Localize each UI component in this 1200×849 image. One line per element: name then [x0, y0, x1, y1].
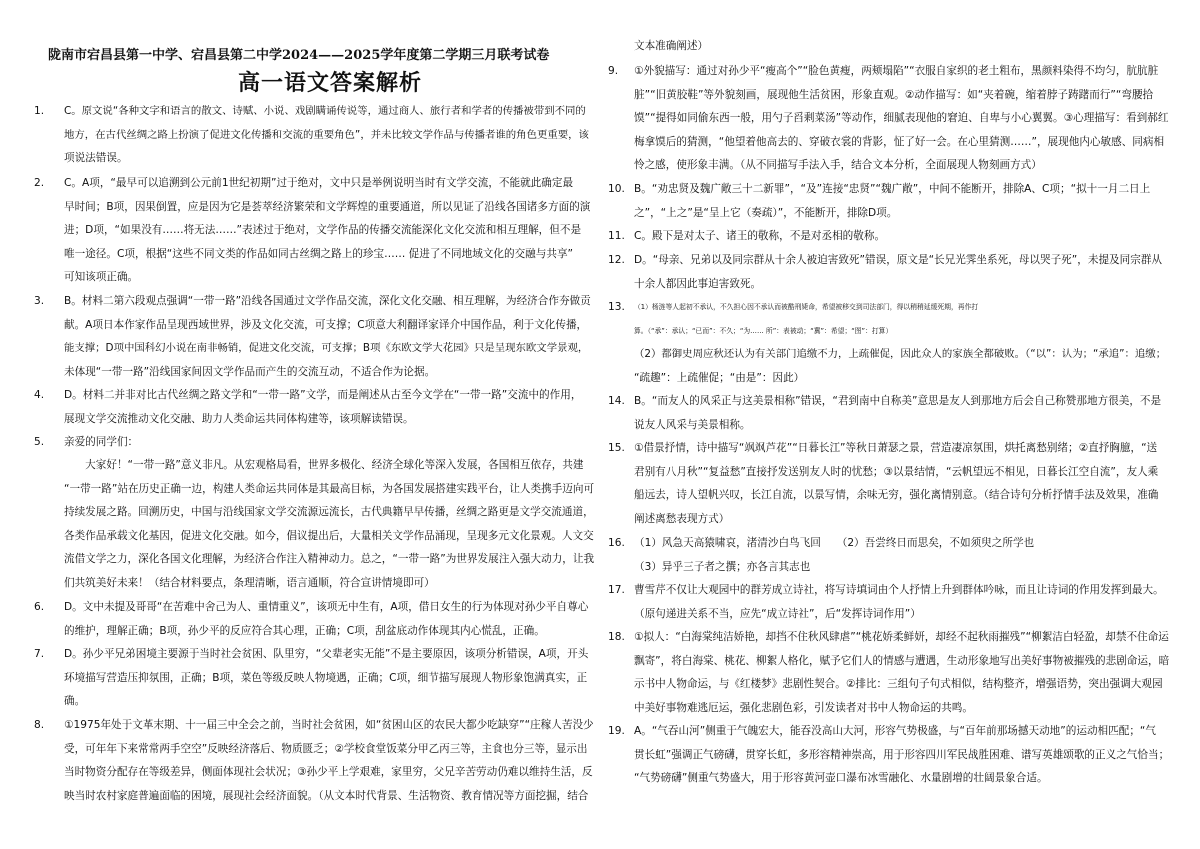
answer-line: “气势磅礴”侧重气势盛大，用于形容黄河壶口瀑布冰雪融化、水量剧增的壮阔景象合适。: [634, 772, 1048, 784]
answer-line: 能支撑；D项中国科幻小说在南非畅销，促进文化交流，可支撑；B项《东欧文学大花园》只是呈现东欧文学景观，: [64, 342, 589, 354]
answer-line: 未体现“一带一路”沿线国家间因文学作品而产生的交流互动，不适合作为论据。: [64, 365, 436, 378]
answer-line: 各类作品承载文化基因，促进文化交融。如今，倡议提出后，大量相关文学作品涌现，呈现多元文化景观。人文交: [64, 529, 594, 542]
answer-line: 流借文学之力，深化各国文化理解，为经济合作注入精神动力。总之，“一带一路”为世界发展注入强大动力，让我: [64, 553, 595, 565]
answer-line: 地方，在古代丝绸之路上扮演了促进文化传播和交流的重要角色”，并未比较文学作品与传播者谁的角色更重要，该: [64, 128, 589, 141]
answer-line: C。A项，“最早可以追溯到公元前1世纪初期”过于绝对，文中只是举例说明当时有文学交流，不能就此确定最: [64, 177, 574, 189]
answer-line: 示书中人物命运，与《红楼梦》悲剧性契合。②排比：三组句子句式相似，结构整齐，增强语势，突出强调大观园: [634, 678, 1163, 690]
item-number: 9.: [608, 65, 619, 77]
answer-line: （2）都御史周应秋还认为有关部门追缴不力，上疏催促，因此众人的家族全都破败。（“以”：认为；“承追”：追缴；: [634, 348, 1167, 360]
answer-line: 确。: [64, 695, 86, 707]
answer-line: 当时物资分配存在等级差异，侧面体现社会状况；③孙少平上学艰难，家里穷，父兄辛苦劳动仍难以维持生活，反: [64, 766, 593, 778]
answer-line: 可知该项正确。: [64, 271, 139, 283]
item-number: 17.: [608, 584, 625, 596]
answer-line: 船远去，诗人望帆兴叹，长江自流，以景写情，余味无穷，强化离情别意。（结合诗句分析抒情手法及效果，准确: [634, 489, 1159, 501]
answer-line: D。文中未提及哥哥“在苦难中舍己为人、重情重义”，该项无中生有，A项，借日女生的行为体现对孙少平自尊心: [64, 601, 589, 613]
answer-line: 亲爱的同学们：: [64, 436, 139, 448]
item-number: 12.: [608, 254, 625, 266]
answer-line: “一带一路”站在历史正确一边，构建人类命运共同体是其最高目标，为各国发展搭建实践平台，让人类携手迈向可: [64, 482, 595, 495]
answer-line: D。孙少平兄弟困境主要源于当时社会贫困、队里穷，“父辈老实无能”不是主要原因，该项分析错误，A项，开头: [64, 648, 589, 660]
answer-line: 进；D项，“如果没有……将无法……”表述过于绝对，文学作品的传播交流能深化文化交流和相互理解，但不是: [64, 224, 582, 236]
answer-line: 环境描写营造压抑氛围，正确；B项，菜色等级反映人物境遇，正确；C项，细节描写展现人物形象饱满真实，正: [64, 671, 588, 684]
answer-line: 展现文学交流推动文化交融、助力人类命运共同体构建等，该项解读错误。: [64, 412, 414, 425]
answer-line: （3）异乎三子者之撰；亦各言其志也: [634, 560, 811, 573]
item-number: 19.: [608, 725, 625, 737]
answer-line: （1）风急天高猿啸哀，渚清沙白鸟飞回 （2）吾尝终日而思矣，不如须臾之所学也: [634, 537, 1035, 549]
answer-line: D。材料二并非对比古代丝绸之路文学和“一带一路”文学，而是阐述从古至今文学在“一带一路”交流中的作用，: [64, 389, 582, 401]
answer-line: 受，可年年下来常常两手空空”反映经济落后、物质匮乏；②学校食堂饭菜分甲乙丙三等，主食也分三等，显示出: [64, 742, 588, 755]
item-number: 15.: [608, 442, 625, 454]
answer-line: ①拟人：“白海棠纯洁娇艳，却挡不住秋风肆虐”“桃花娇柔鲜妍，却经不起秋雨摧残”“柳絮洁白轻盈，却禁不住命运: [634, 631, 1169, 643]
item-number: 16.: [608, 537, 625, 549]
answer-line: ①借景抒情，诗中描写“飒飒芦花”“日暮长江”等秋日萧瑟之景，营造凄凉氛围，烘托离愁别绪；②直抒胸臆，“送: [634, 442, 1158, 454]
answer-line: 阐述离愁表现方式）: [634, 512, 730, 525]
answer-line: 中美好事物难逃厄运，强化悲剧色彩，引发读者对书中人物命运的共鸣。: [634, 701, 973, 714]
answer-line: 脏”“旧黄胶鞋”等外貌刻画，展现他生活贫困，形象直观。②动作描写：如“夹着碗，缩着脖子踌躇而行”“弯腰拾: [634, 88, 1154, 101]
answer-line: ①1975年处于文革末期、十一届三中全会之前，当时社会贫困，如“贫困山区的农民大都少吃缺穿”“庄稼人苦没少: [64, 719, 594, 731]
answer-line: 十余人都因此事迫害致死。: [634, 277, 762, 290]
answer-line: 馍”“提得如同偷东西一般，用勺子舀剩菜汤”等动作，细腻表现他的窘迫、自卑与小心翼翼。③心理描写：看到郝红: [634, 112, 1169, 124]
answer-line: C。殿下是对太子、诸王的敬称，不是对丞相的敬称。: [634, 230, 886, 242]
answer-5-speech: [64, 454, 604, 595]
answer-line: 怜之感，使形象丰满。（从不同描写手法入手，结合文本分析，全面展现人物刻画方式）: [634, 159, 1042, 171]
answer-line: 贯长虹”强调正气磅礴，贯穿长虹，多形容精神崇高，用于形容四川军民战胜困难、谱写英雄颂歌的正义之气恰当；: [634, 748, 1170, 761]
item-number: 14.: [608, 395, 625, 407]
item-number: 10.: [608, 183, 625, 195]
item-number: 4.: [34, 389, 45, 401]
item-number: 7.: [34, 648, 45, 660]
answer-line: （原句递进关系不当，应先“成立诗社”，后“发挥诗词作用”）: [634, 607, 921, 620]
answer-line: 映当时农村家庭普遍面临的困境，展现社会经济面貌。（从文本时代背景、生活物资、教育情况等方面挖掘，结合: [64, 789, 589, 802]
answer-line: （1）杨涟等人起初不承认，不久担心因不承认而被酷刑毙命，希望被移交到司法部门，得以稍稍延缓死期，再作打: [634, 303, 979, 311]
answer-line: B。材料二第六段观点强调“一带一路”沿线各国通过文学作品交流，深化文化交融、相互理解，为经济合作夯做贡: [64, 295, 591, 307]
answer-8-continued: 文本准确阐述）: [634, 40, 709, 52]
answer-line: ①外貌描写：通过对孙少平“瘦高个”“脸色黄瘦，两颊塌陷”“衣服自家织的老土粗布，黑颜料染得不均匀，肮肮脏: [634, 65, 1159, 77]
answer-line: “疏趣”：上疏催促；“由是”：因此）: [634, 371, 805, 384]
answer-line: 梅拿馍后的猜测，“他望着他高去的、穿破衣裳的背影，怔了好一会。在心里猜测……”，展现他内心敏感、同病相: [634, 135, 1165, 148]
answer-line: B。“而友人的风采正与这美景相称”错误，“君到南中自称美”意思是友人到那地方后会自己称赞那地方很美，不是: [634, 395, 1162, 407]
answer-line: 君别有八月秋”“复益愁”直接抒发送别友人时的忧愁；③以景结情，“云帆望远不相见，日暮长江空自流”，友人乘: [634, 465, 1159, 478]
answer-line: 大家好！“一带一路”意义非凡。从宏观格局看，世界多极化、经济全球化等深入发展，各国相互依存，共建: [64, 459, 584, 471]
page-title: 高一语文答案解析: [237, 70, 422, 96]
answer-line: 项说法错误。: [64, 152, 128, 164]
answer-line: 说友人风采与美景相称。: [634, 418, 751, 431]
item-number: 6.: [34, 601, 45, 613]
answer-line: 曹雪芹不仅让大观园中的群芳成立诗社，将写诗填词由个人抒情上升到群体吟咏，而且让诗词的作用发挥到最大。: [634, 584, 1164, 596]
item-number: 3.: [34, 295, 45, 307]
item-number: 18.: [608, 631, 625, 643]
answer-line: 之”，“上之”是“呈上它（奏疏）”，不能断开，排除D项。: [634, 206, 898, 219]
answer-line: 持续发展之路。回溯历史，中国与沿线国家文学交流源远流长，古代典籍早早传播，丝绸之路更是文学交流通道，: [64, 506, 594, 518]
answer-line: C。原文说“各种文字和语言的散文、诗赋、小说、戏剧瞒诵传说等，通过商人、旅行者和学者的传播被带到不同的: [64, 105, 586, 117]
item-number: 13.: [608, 301, 625, 313]
answer-line: D。“母亲、兄弟以及同宗群从十余人被迫害致死”错误，原文是“长兄光霁坐系死，母以哭子死”，未提及同宗群从: [634, 254, 1163, 266]
answer-line: 们共筑美好未来！（结合材料要点，条理清晰，语言通顺，符合宣讲情境即可）: [64, 576, 435, 589]
answer-line: 唯一途径。C项，根据“这些不同文类的作品如同古丝绸之路上的珍宝…… 促进了不同地域文化的交融与共享”: [64, 247, 574, 260]
answer-line: 飘寄”，将白海棠、桃花、柳絮人格化，赋予它们人的情感与遭遇，生动形象地写出美好事物被摧残的悲剧命运，暗: [634, 654, 1170, 667]
item-number: 8.: [34, 719, 45, 731]
answer-line: 算。（“承”：承认；“已而”：不久；“为…… 所”：表被动；“冀”：希望；“图”：打算）: [634, 326, 893, 335]
item-number: 11.: [608, 230, 625, 242]
item-number: 1.: [34, 105, 45, 117]
answer-line: B。“劝忠贤及魏广敞三十二新罪”，“及”连接“忠贤”“魏广敞”，中间不能断开，排除A、C项；“拟十一月二日上: [634, 183, 1151, 195]
answer-line: 献。A项日本作家作品呈现西域世界，涉及文化交流，可支撑；C项意大利翻译家译介中国作品，利于文化传播，: [64, 318, 588, 331]
item-number: 2.: [34, 177, 45, 189]
exam-header: 陇南市宕昌县第一中学、宕昌县第二中学2024——2025学年度第二学期三月联考试卷: [48, 48, 550, 63]
answer-line: 的维护，理解正确；B项，孙少平的反应符合其心理，正确；C项，刮盆底动作体现其内心慌乱，正确。: [64, 624, 545, 637]
answer-line: 早时间；B项，因果倒置，应是因为它是荟萃经济繁荣和文学辉煌的重要通道，所以见证了沿线各国诸多方面的演: [64, 200, 591, 213]
answer-line: A。“气吞山河”侧重于气魄宏大，能吞没高山大河，形容气势极盛，与“百年前那场撼天动地”的运动相匹配；“气: [634, 725, 1156, 737]
item-number: 5.: [34, 436, 45, 448]
